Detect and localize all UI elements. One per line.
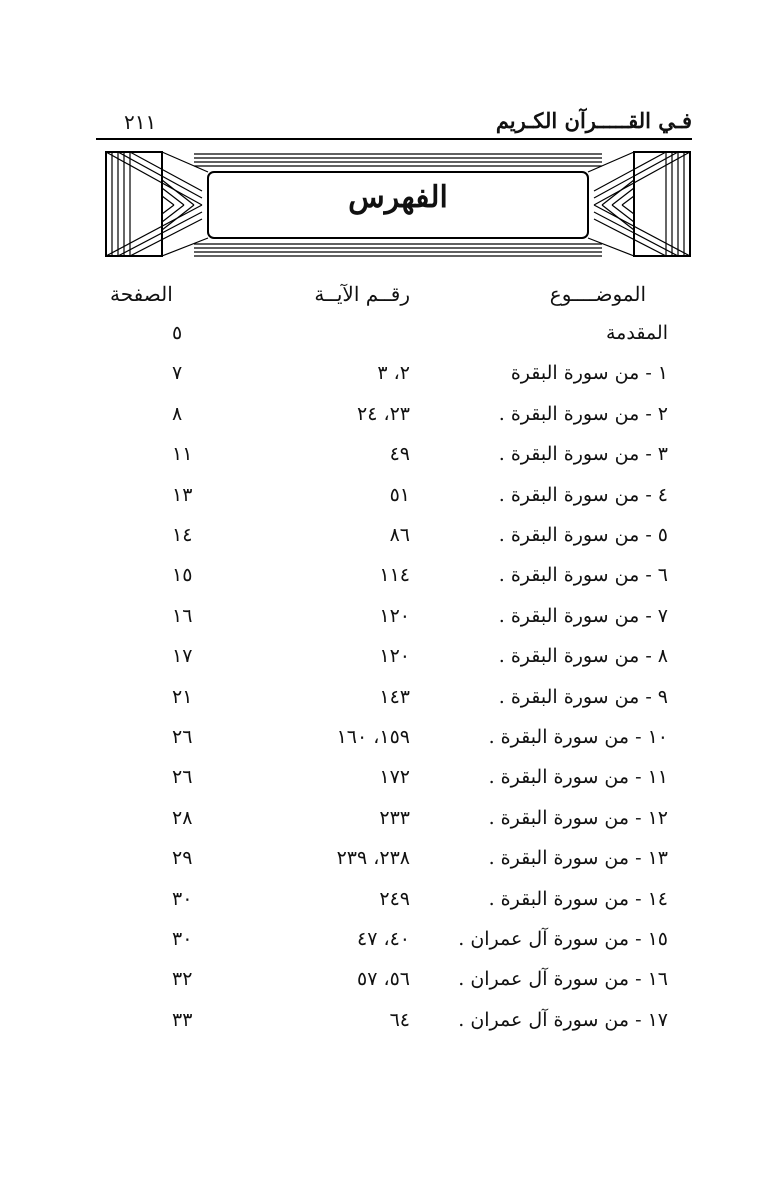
table-row [0,1009,760,1049]
verse-cell: ١٧٢ [379,766,410,789]
page-cell: ٢٦ [172,766,193,789]
verse-cell: ٢٣، ٢٤ [356,402,410,425]
table-row [0,362,760,402]
topic-cell: ٦ - من سورة البقرة . [498,564,668,587]
page-cell: ٢١ [172,685,193,708]
table-row [0,645,760,685]
page-cell: ٣٠ [172,928,193,950]
page-cell: ٢٦ [172,726,193,748]
page-cell: ٥ [172,322,183,344]
topic-cell: ١٣ - من سورة البقرة . [488,847,668,870]
page-cell: ١٥ [172,564,193,587]
column-header-topic: الموضــــوع [549,282,646,306]
verse-cell: ٨٦ [389,524,410,546]
column-header-verse: رقــم الآيــة [314,282,410,306]
page-cell: ٧ [172,362,183,385]
column-header-page: الصفحة [110,282,173,306]
table-row [0,807,760,847]
page-cell: ٣٠ [172,887,193,910]
topic-cell: ١٥ - من سورة آل عمران . [458,928,668,950]
page-cell: ١١ [172,443,193,466]
page-cell: ١٧ [172,645,193,668]
page-cell: ٢٨ [172,806,193,829]
verse-cell: ١٥٩، ١٦٠ [336,726,410,748]
verse-cell: ١٢٠ [379,645,410,668]
page-cell: ١٣ [172,483,193,506]
page-number: ٢١١ [124,110,157,134]
page-cell: ٣٣ [172,1008,193,1031]
page-cell: ٢٩ [172,847,193,870]
table-row [0,847,760,887]
table-row [0,322,760,362]
topic-cell: ٥ - من سورة البقرة . [498,524,668,546]
table-row [0,888,760,928]
table-row [0,605,760,645]
table-row [0,968,760,1008]
verse-cell: ٥١ [389,483,410,506]
verse-cell: ١٤٣ [379,685,410,708]
topic-cell: ٤ - من سورة البقرة . [498,483,668,506]
topic-cell: ١ - من سورة البقرة [510,362,668,385]
table-row [0,564,760,604]
topic-cell: ٢ - من سورة البقرة . [498,402,668,425]
page-cell: ١٦ [172,604,193,627]
topic-cell: ٣ - من سورة البقرة . [498,443,668,466]
running-head [96,108,692,138]
page-cell: ١٤ [172,524,193,546]
topic-cell: ١٧ - من سورة آل عمران . [458,1008,668,1031]
verse-cell: ٥٦، ٥٧ [356,968,410,991]
topic-cell: المقدمة [605,322,668,344]
topic-cell: ٩ - من سورة البقرة . [498,685,668,708]
topic-cell: ٨ - من سورة البقرة . [498,645,668,668]
verse-cell: ١٢٠ [379,604,410,627]
page-cell: ٨ [172,402,183,425]
running-head-title: فـي القـــــرآن الكـريم [495,108,692,133]
table-row [0,403,760,443]
topic-cell: ١٠ - من سورة البقرة . [488,726,668,748]
table-row [0,766,760,806]
table-row [0,726,760,766]
topic-cell: ١٦ - من سورة آل عمران . [458,968,668,991]
topic-cell: ١١ - من سورة البقرة . [488,766,668,789]
verse-cell: ٤٩ [389,443,410,466]
page-cell: ٣٢ [172,968,193,991]
topic-cell: ٧ - من سورة البقرة . [498,604,668,627]
table-row [0,443,760,483]
table-row [0,524,760,564]
topic-cell: ١٤ - من سورة البقرة . [488,887,668,910]
verse-cell: ٢٣٣ [379,806,410,829]
index-title: الفهرس [348,180,448,215]
topic-cell: ١٢ - من سورة البقرة . [488,806,668,829]
verse-cell: ٦٤ [389,1008,410,1031]
verse-cell: ٤٠، ٤٧ [356,928,410,950]
verse-cell: ١١٤ [379,564,410,587]
table-row [0,928,760,968]
verse-cell: ٢٣٨، ٢٣٩ [336,847,410,870]
table-row [0,484,760,524]
header-rule [96,138,692,140]
index-banner [104,150,692,260]
verse-cell: ٢، ٣ [377,362,410,385]
table-row [0,686,760,726]
verse-cell: ٢٤٩ [379,887,410,910]
